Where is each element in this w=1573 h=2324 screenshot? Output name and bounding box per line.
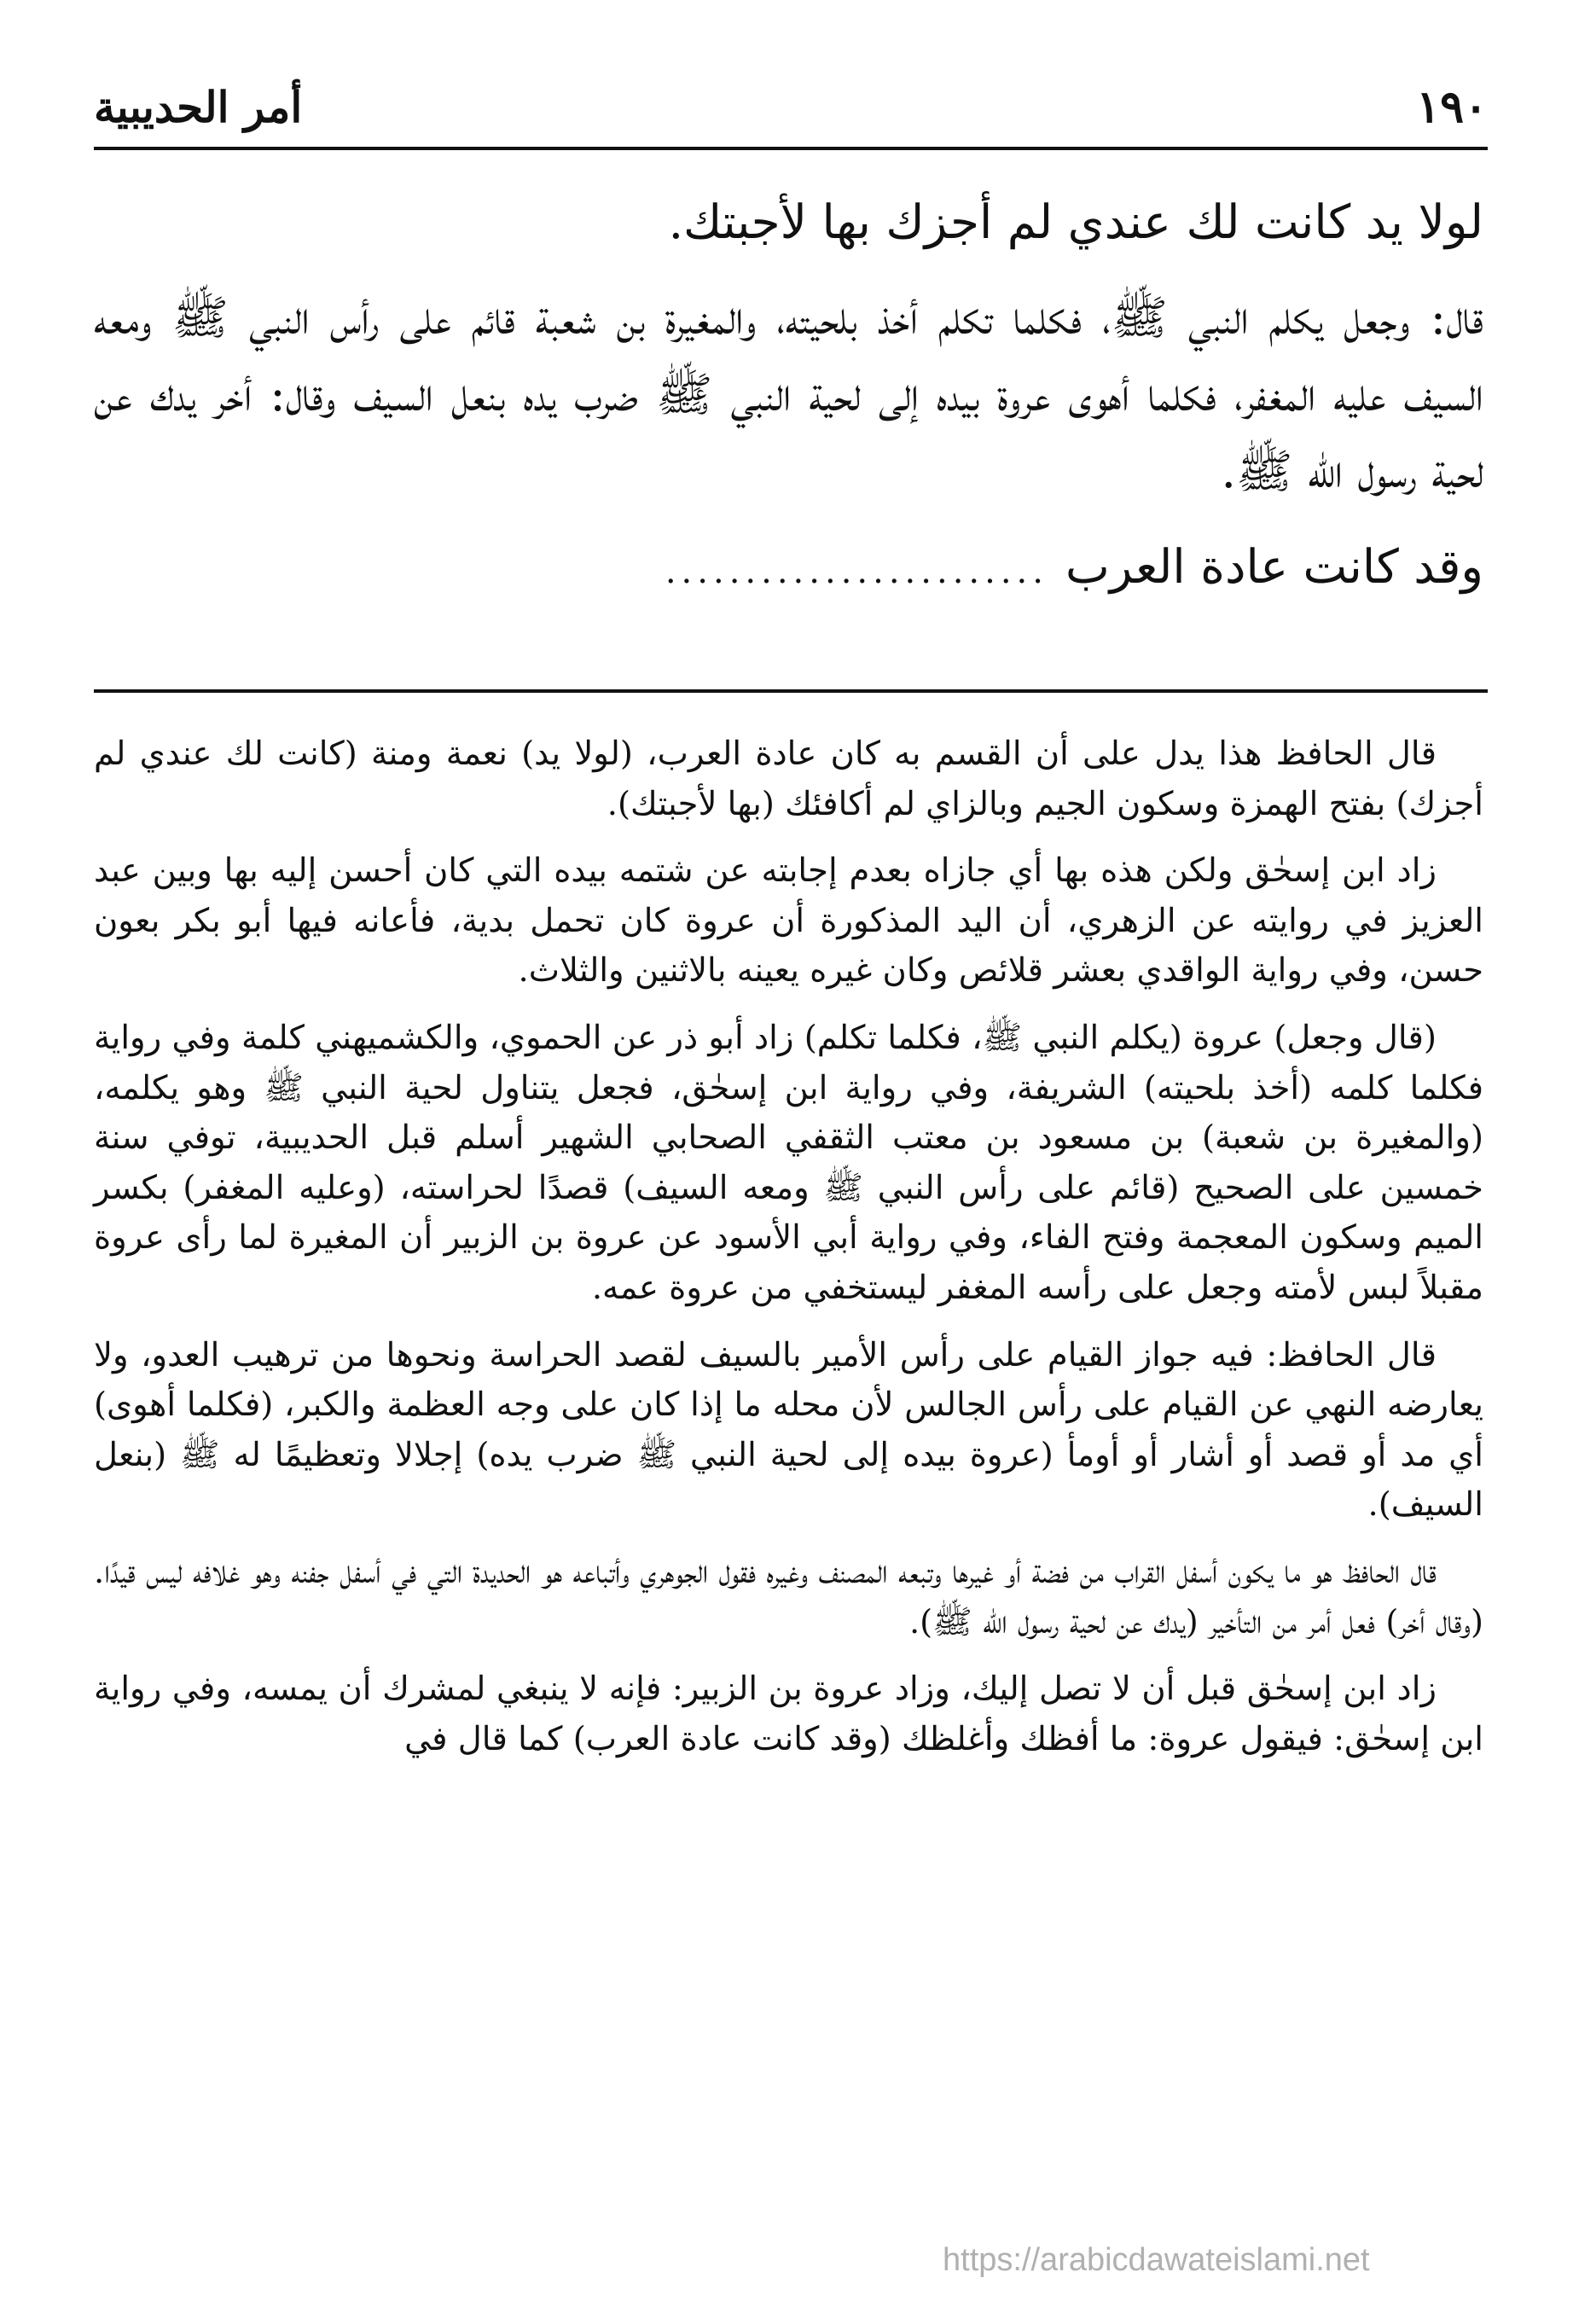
commentary-paragraph: زاد ابن إسحٰق ولكن هذه بها أي جازاه بعدم إجابته عن شتمه بيده التي كان أحسن إليه بها وبين عبد العزيز في روايته عن الزهري، أن اليد المذكورة أن عروة كان تحمل بدية، فأعانه فيها أبو بكر بعون حسن، وفي رواية الواقدي بعشر قلائص وكان غيره يعينه بالاثنين والثلاث. <box>94 851 1483 991</box>
page-header <box>94 68 1488 145</box>
watermark-url: https://arabicdawateislami.net <box>943 2242 1370 2278</box>
main-paragraph-text: وقد كانت عادة العرب <box>1065 539 1483 594</box>
commentary-paragraph: قال الحافظ هذا يدل على أن القسم به كان عادة العرب، (لولا يد) نعمة ومنة (كانت لك عندي لم أجزك) بفتح الهمزة وسكون الجيم وبالزاي لم أكافئك (بها لأجبتك). <box>94 735 1483 823</box>
commentary-paragraph: زاد ابن إسحٰق قبل أن لا تصل إليك، وزاد عروة بن الزبير: فإنه لا ينبغي لمشرك أن يمسه، وفي رواية ابن إسحٰق: فيقول عروة: ما أفظك وأغلظك (وقد كانت عادة العرب) كما قال في <box>94 1670 1483 1758</box>
main-paragraph-continued <box>94 528 1483 610</box>
commentary-paragraph: قال الحافظ: فيه جواز القيام على رأس الأمير بالسيف لقصد الحراسة ونحوها من ترهيب العدو، ولا يعارضه النهي عن القيام على رأس الجالس لأن محله ما إذا كان على وجه العظمة والكبر، (فكلما أهوى) أي مد أو قصد أو أشار أو أومأ (عروة بيده إلى لحية النبي ﷺ ضرب يده) إجلالا وتعظيمًا له ﷺ (بنعل السيف). <box>94 1335 1483 1525</box>
header-divider <box>94 147 1488 150</box>
main-text <box>94 183 1483 610</box>
commentary-paragraph: (قال وجعل) عروة (يكلم النبي ﷺ، فكلما تكلم) زاد أبو ذر عن الحموي، والكشميهني كلمة وفي رواية فكلما كلمه (أخذ بلحيته) الشريفة، وفي رواية ابن إسحٰق، فجعل يتناول لحية النبي ﷺ وهو يكلمه، (والمغيرة بن شعبة) بن مسعود بن معتب الثقفي الصحابي الشهير أسلم قبل الحديبية، توفي سنة خمسين على الصحيح (قائم على رأس النبي ﷺ ومعه السيف) قصدًا لحراسته، (وعليه المغفر) بكسر الميم وسكون المعجمة وفتح الفاء، وفي رواية أبي الأسود عن عروة بن الزبير أن المغيرة لما رأى عروة مقبلاً لبس لأمته وجعل على رأسه المغفر ليستخفي من عروة عمه. <box>94 1018 1483 1307</box>
running-title: أمر الحديبية <box>94 81 303 132</box>
commentary-text <box>94 729 1483 1781</box>
ellipsis-dots: ........................ <box>665 552 1048 591</box>
main-paragraph: قال: وجعل يكلم النبي ﷺ، فكلما تكلم أخذ بلحيته، والمغيرة بن شعبة قائم على رأس النبي ﷺ ومعه السيف عليه المغفر، فكلما أهوى عروة بيده إلى لحية النبي ﷺ ضرب يده بنعل السيف وقال: أخر يدك عن لحية رسول الله ﷺ. <box>94 290 1483 498</box>
commentary-paragraph: قال الحافظ هو ما يكون أسفل القراب من فضة أو غيرها وتبعه المصنف وغيره فقول الجوهري وأتباعه هو الحديدة التي في أسفل جفنه وهو غلافه ليس قيدًا. (وقال أخر) فعل أمر من التأخير (يدك عن لحية رسول الله ﷺ). <box>94 1552 1483 1641</box>
main-paragraph: لولا يد كانت لك عندي لم أجزك بها لأجبتك. <box>668 195 1483 249</box>
page-number: ١٩٠ <box>1416 80 1488 133</box>
commentary-divider <box>94 689 1488 693</box>
